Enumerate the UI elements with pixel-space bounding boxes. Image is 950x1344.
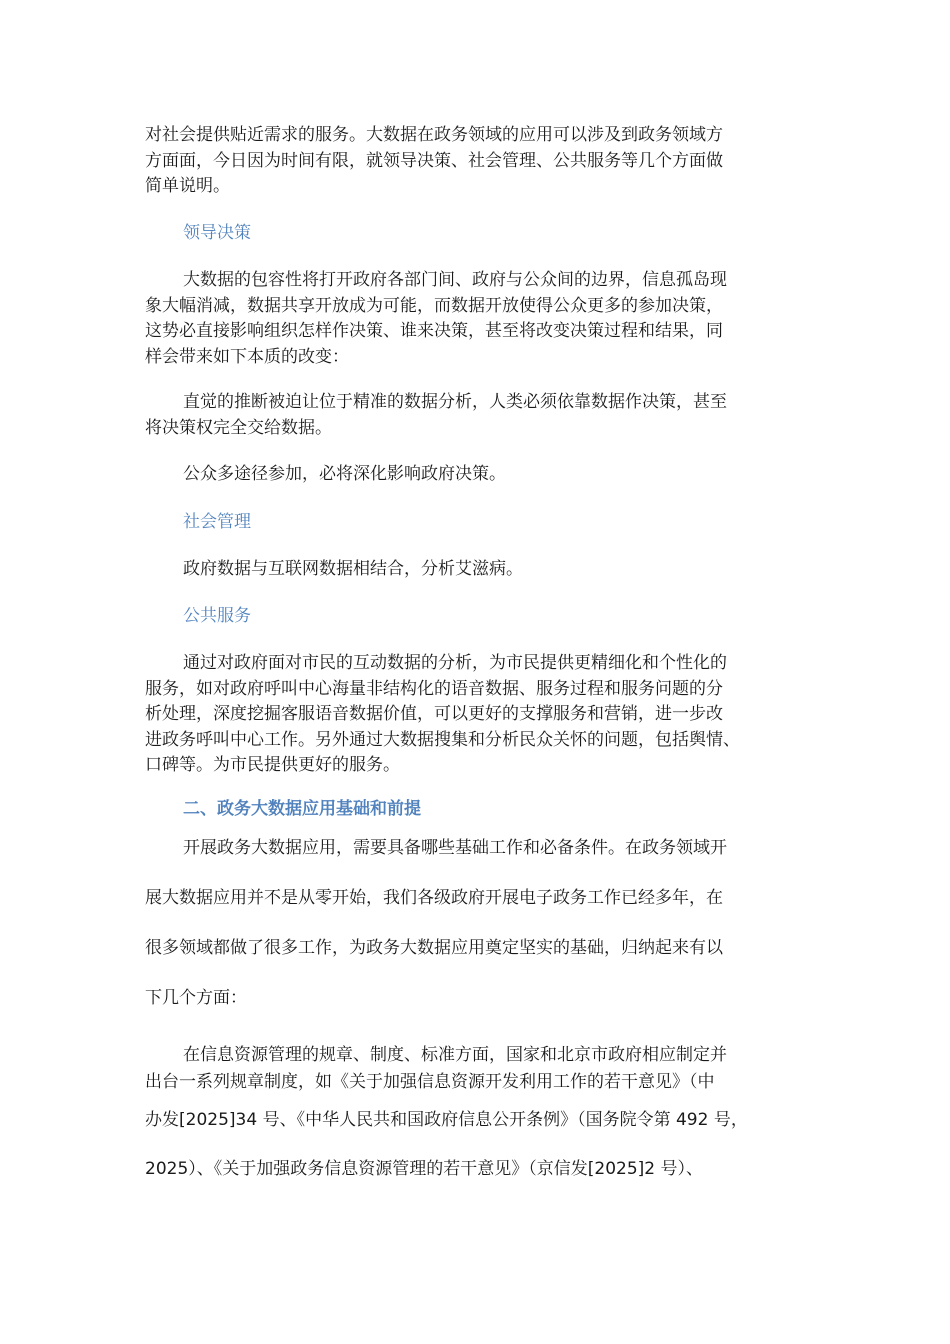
text-line: 通过对政府面对市民的互动数据的分析，为市民提供更精细化和个性化的 [183,653,727,673]
text-line: 进政务呼叫中心工作。另外通过大数据搜集和分析民众关怀的问题，包括舆情、 [145,729,740,750]
public-participation-paragraph: 公众多途径参加，必将深化影响政府决策。 [183,464,506,484]
document-number: [2025]34 [179,1110,258,1130]
section-two-paragraph [145,823,813,1023]
section-two-lead: 开展政务大数据应用， [183,838,353,858]
public-service-paragraph [145,651,813,779]
text-line: 样会带来如下本质的改变： [145,346,349,367]
text-run: 号， [708,1110,748,1130]
regulations-line-1: 在信息资源管理的规章、制度、标准方面，国家和北京市政府相应制定并 [183,1045,727,1065]
text-line: 口碑等。为市民提供更好的服务。 [145,755,400,775]
text-run: 办发 [145,1110,179,1130]
section-two-heading: 二、政务大数据应用基础和前提 [183,799,421,819]
text-run: 号、《中华人民共和国政府信息公开条例》（国务院令第 [257,1110,676,1130]
text-line: 服务，如对政府呼叫中心海量非结构化的语音数据、服务过程和服务问题的分 [145,678,723,699]
year-number: 2025 [145,1159,189,1179]
intro-paragraph [145,123,813,200]
text-line: 方面面，今日因为时间有限，就领导决策、社会管理、公共服务等几个方面做 [145,150,723,171]
heading-public-service: 公共服务 [183,606,251,626]
text-line: 大数据的包容性将打开政府各部门间、政府与公众间的边界，信息孤岛现 [183,270,727,290]
text-line: 将决策权完全交给数据。 [145,417,332,438]
text-line: 析处理，深度挖掘客服语音数据价值，可以更好的支撑服务和营销，进一步改 [145,704,723,724]
document-number: [2025]2 [587,1159,656,1179]
text-line: 直觉的推断被迫让位于精准的数据分析，人类必须依靠数据作决策，甚至 [183,392,727,412]
text-line: 简单说明。 [145,176,230,196]
text-line: 很多领域都做了很多工作，为政务大数据应用奠定坚实的基础，归纳起来有以 [145,938,723,958]
heading-social-management: 社会管理 [183,512,251,532]
social-management-paragraph: 政府数据与互联网数据相结合，分析艾滋病。 [183,559,523,579]
regulations-line-2: 出台一系列规章制度，如《关于加强信息资源开发利用工作的若干意见》（中 [145,1072,715,1092]
heading-leadership-decision: 领导决策 [183,223,251,243]
text-line: 展大数据应用并不是从零开始，我们各级政府开展电子政务工作已经多年，在 [145,888,723,908]
leadership-paragraph [145,268,813,370]
text-line [145,823,813,873]
text-line: 下几个方面： [145,988,247,1008]
text-line: 对社会提供贴近需求的服务。大数据在政务领域的应用可以涉及到政务领域方 [145,125,723,145]
intuition-paragraph [145,390,813,441]
order-number: 492 [675,1110,709,1130]
text-run: ）、《关于加强政务信息资源管理的若干意见》（京信发 [188,1159,588,1179]
text-line: 象大幅消减，数据共享开放成为可能，而数据开放使得公众更多的参加决策， [145,295,723,316]
text-line: 这势必直接影响组织怎样作决策、谁来决策，甚至将改变决策过程和结果，同 [145,321,723,341]
section-two-lead-rest: 需要具备哪些基础工作和必备条件。在政务领域开 [353,838,727,858]
text-run: 号）、 [655,1159,704,1179]
regulations-line-3 [145,1108,813,1134]
regulations-line-4 [145,1157,813,1183]
